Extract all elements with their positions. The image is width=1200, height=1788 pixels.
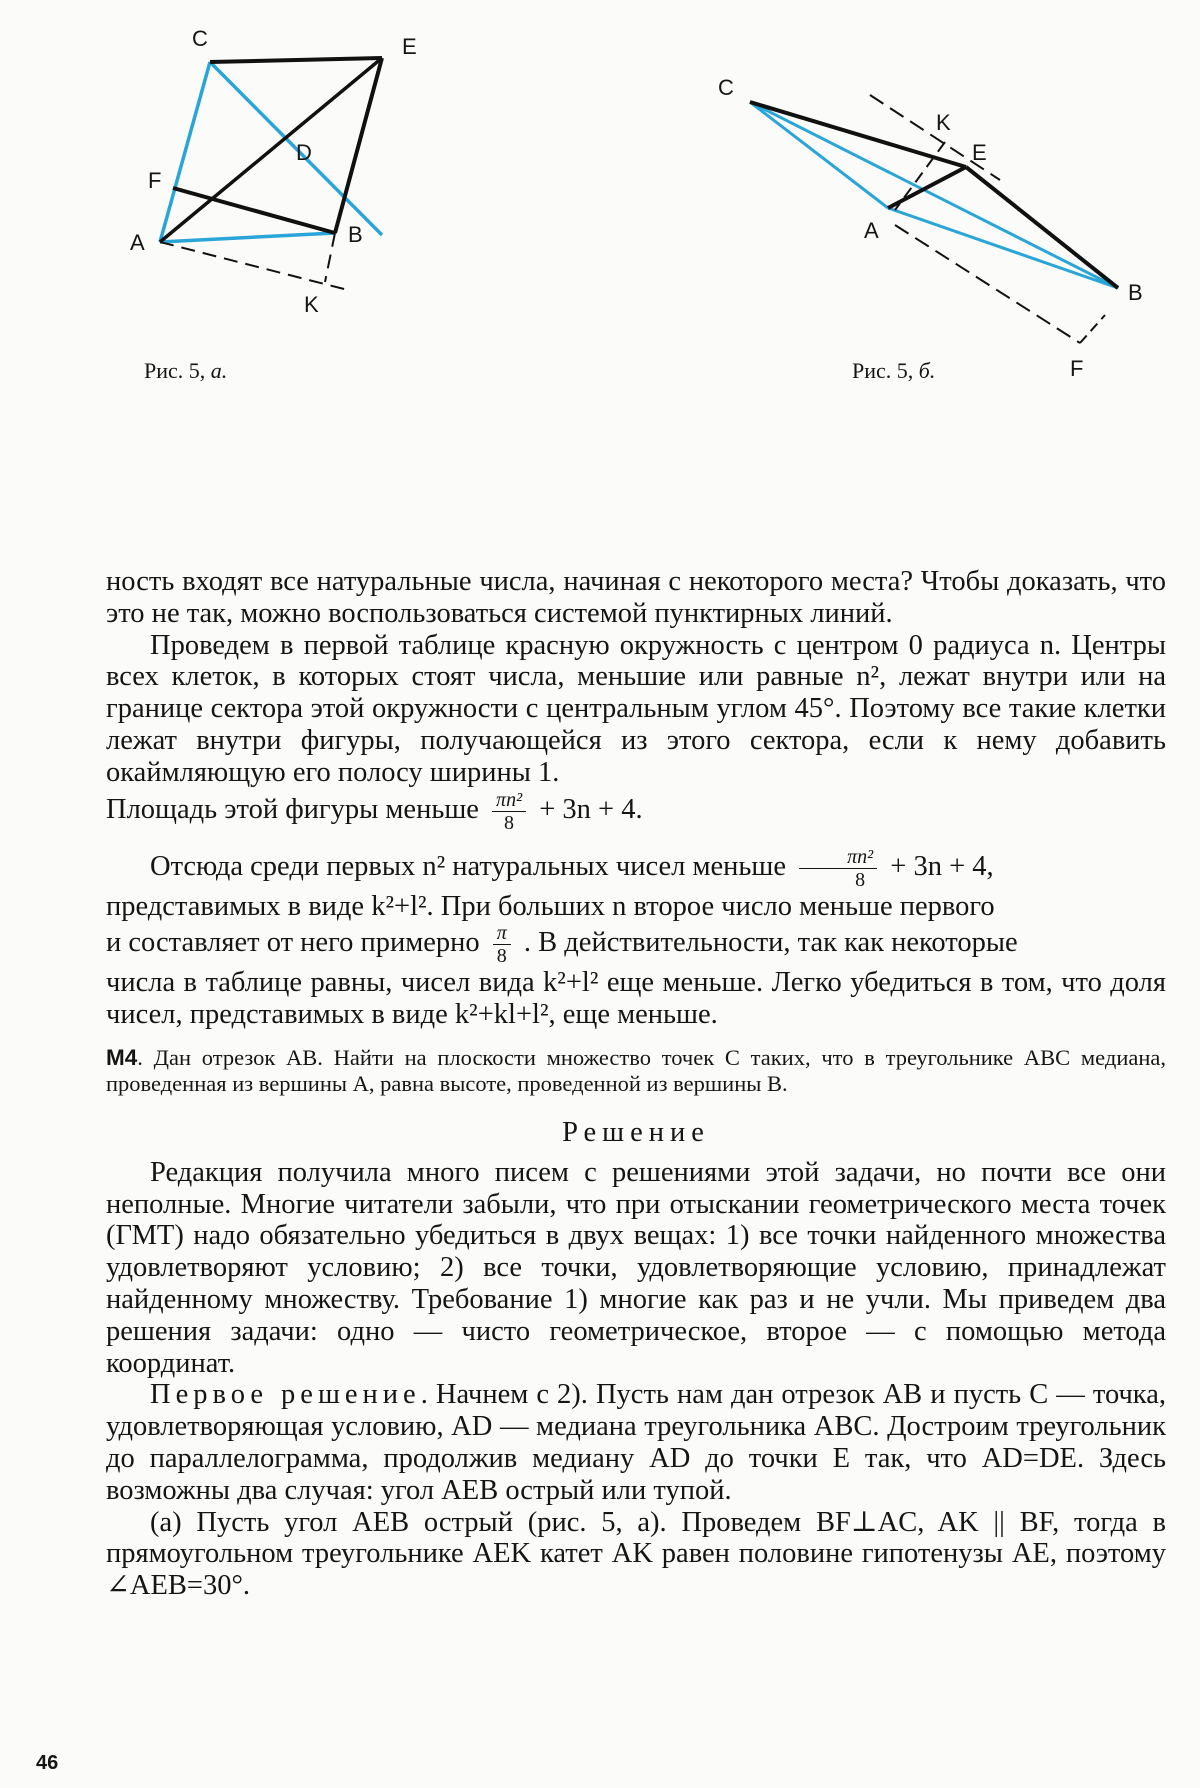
paragraph-3-line-4: числа в таблице равны, чисел вида k²+l² еще меньше. Легко убедиться в том, что доля чисел, представимых в виде k²+kl+l², еще меньше. [106, 967, 1166, 1031]
paragraph-3-line-3 [106, 922, 1166, 967]
problem-m4-text: . Дан отрезок AB. Найти на плоскости множество точек C таких, что в треугольнике ABC медиана, проведенная из вершины A, равна высоте, проведенной из вершины B. [106, 1044, 1166, 1096]
fraction-3-denominator: 8 [496, 945, 507, 968]
label-e: E [402, 34, 417, 59]
figure-5a [120, 20, 440, 335]
fraction-pi-n2-over-8-second [799, 846, 877, 891]
paragraph-2-formula-before: Площадь этой фигуры меньше [106, 793, 479, 825]
section-heading-solution: Решение [562, 1116, 710, 1148]
paragraph-3-line-3-before: и составляет от него примерно [106, 927, 480, 959]
caption-5a-letter: а. [210, 358, 228, 383]
caption-5b-prefix: Рис. 5, [852, 358, 914, 383]
fraction-pi-over-8 [493, 922, 511, 967]
label-f-b: F [1070, 356, 1084, 381]
fraction-2-numerator: πn² [799, 846, 877, 869]
fraction-1-denominator: 8 [504, 811, 515, 834]
paragraph-5 [106, 1379, 1166, 1506]
paragraph-3-line-2: представимых в виде k²+l². При больших n второе число меньше первого [106, 890, 995, 922]
caption-5a [144, 358, 227, 384]
fraction-1-numerator: πn² [492, 789, 526, 812]
figure-5b [700, 60, 1160, 395]
label-a: A [130, 230, 145, 255]
caption-5b-letter: б. [918, 358, 936, 383]
first-solution-title: Первое решение [150, 1379, 421, 1411]
paragraph-4: Редакция получила много писем с решениями этой задачи, но почти все они неполные. Многие читатели забыли, что при отыскании геометрического места точек (ГМТ) надо обязательно убедиться в двух вещах: 1) все точки найденного множества удовлетворяют условию; 2) все точки, удовлетворяющие условию, принадлежат найденному множеству. Требование 1) многие как раз и не учли. Мы приведем два решения задачи: одно — чисто геометрическое, второе — с помощью метода координат. [106, 1156, 1166, 1379]
paragraph-3-line-1 [106, 846, 1166, 891]
paragraph-3-line-3-after: . В действительности, так как некоторые [523, 927, 1018, 959]
label-f: F [148, 168, 162, 193]
label-b: B [348, 222, 363, 247]
label-c-b: C [718, 75, 734, 100]
paragraph-5-text: . Начнем с 2). Пусть нам дан отрезок AB и пусть C — точка, удовлетворяющая условию, AD — медиана треугольника ABC. Достроим треугольник до параллелограмма, продолжив медиану AD до точки E так, что AD=DE. Здесь возможны два случая: угол AEB острый или тупой. [106, 1379, 1166, 1506]
paragraph-6: (а) Пусть угол AEB острый (рис. 5, а). Проведем BF⊥AC, AK || BF, тогда в прямоугольном треугольнике AEK катет AK равен половине гипотенузы AE, поэтому ∠AEB=30°. [106, 1506, 1166, 1602]
page-number: 46 [36, 1752, 59, 1774]
fraction-3-numerator: π [493, 922, 511, 945]
label-c: C [192, 26, 208, 51]
figure-5a-drawing [120, 20, 440, 330]
label-e-b: E [972, 140, 987, 165]
paragraph-2: Проведем в первой таблице красную окружность с центром 0 радиуса n. Центры всех клеток, в которых стоят числа, меньшие или равные n², лежат внутри или на границе сектора этой окружности с центральным углом 45°. Поэтому все такие клетки лежат внутри фигуры, получающейся из этого сектора, если к нему добавить окаймляющую его полосу ширины 1. [106, 629, 1166, 788]
caption-5b [852, 358, 935, 384]
paragraph-3-before: Отсюда среди первых n² натуральных чисел меньше [150, 850, 787, 882]
figure-5b-drawing [700, 60, 1160, 390]
problem-m4-label: М4 [106, 1044, 138, 1070]
fraction-2-denominator: 8 [855, 868, 866, 891]
paragraph-2-formula-after: + 3n + 4. [539, 793, 643, 825]
problem-m4 [106, 1045, 1166, 1097]
label-k-b: K [936, 110, 951, 135]
label-k: K [304, 292, 319, 317]
caption-5a-prefix: Рис. 5, [144, 358, 206, 383]
label-d: D [296, 140, 312, 165]
paragraph-3-after: + 3n + 4, [890, 850, 994, 882]
label-a-b: A [864, 218, 879, 243]
paragraph-2-formula [106, 789, 1166, 834]
label-b-b: B [1128, 280, 1143, 305]
fraction-pi-n2-over-8 [492, 789, 526, 834]
main-text [106, 566, 1166, 1602]
paragraph-1: ность входят все натуральные числа, начиная с некоторого места? Чтобы доказать, что это не так, можно воспользоваться системой пунктирных линий. [106, 566, 1166, 629]
